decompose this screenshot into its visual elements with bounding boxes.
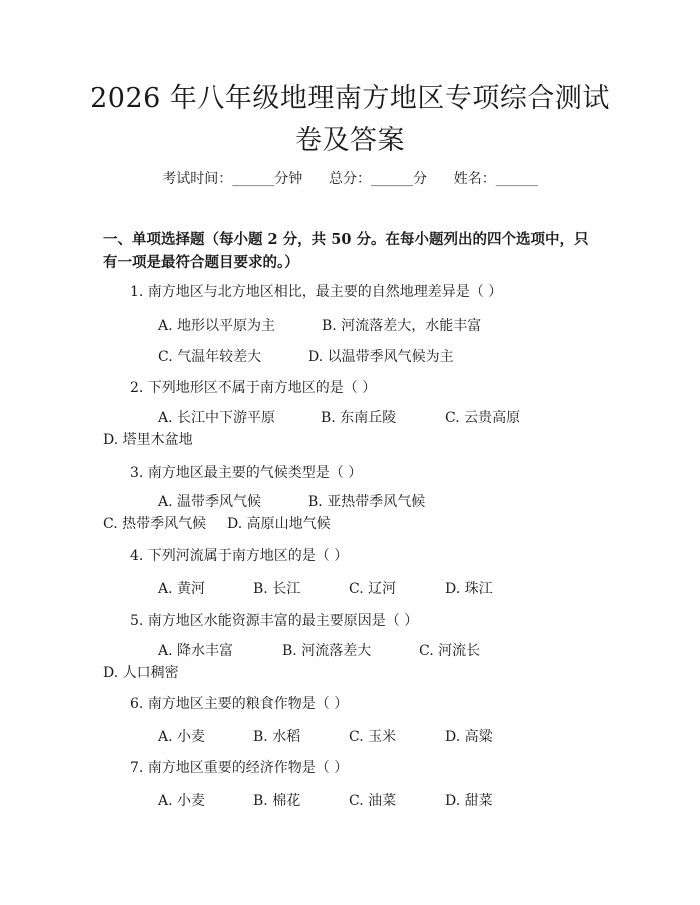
question-options-wrapped: [103, 491, 595, 535]
question-stem: 2. 下列地形区不属于南方地区的是（ ）: [130, 380, 377, 396]
option-a: A. 降水丰富: [158, 643, 234, 659]
question-stem: 6. 南方地区主要的粮食作物是（ ）: [130, 696, 349, 712]
option-d: D. 珠江: [445, 581, 493, 597]
time-unit: 分钟: [274, 171, 303, 187]
option-c: C. 河流长: [419, 643, 481, 659]
option-b: B. 亚热带季风气候: [308, 494, 426, 510]
option-a: A. 温带季风气候: [158, 494, 262, 510]
option-b: B. 长江: [253, 581, 301, 597]
question-stem: 3. 南方地区最主要的气候类型是（ ）: [130, 465, 363, 481]
option-a: A. 小麦: [158, 729, 206, 745]
option-a: A. 小麦: [158, 793, 206, 809]
option-b: B. 河流落差大，水能丰富: [322, 318, 482, 334]
question-stem: 4. 下列河流属于南方地区的是（ ）: [130, 548, 349, 564]
option-d: D. 高粱: [445, 729, 493, 745]
option-b: B. 东南丘陵: [321, 410, 397, 426]
option-b: B. 水稻: [253, 729, 301, 745]
question-stem: 1. 南方地区与北方地区相比，最主要的自然地理差异是（ ）: [130, 284, 503, 300]
score-label: 总分：: [329, 171, 371, 187]
name-blank: ______: [495, 171, 538, 187]
exam-meta-line: [0, 168, 700, 188]
question-options-wrapped: [103, 407, 595, 451]
option-a: A. 黄河: [158, 581, 206, 597]
score-blank: ______: [371, 171, 413, 187]
time-label: 考试时间：: [162, 171, 233, 187]
option-c: C. 玉米: [349, 729, 397, 745]
option-a: A. 长江中下游平原: [158, 410, 276, 426]
exam-title: 2026 年八年级地理南方地区专项综合测试卷及答案: [90, 83, 610, 156]
option-d: D. 人口稠密: [103, 665, 179, 681]
option-c: C. 云贵高原: [445, 410, 521, 426]
option-c: C. 热带季风气候: [103, 516, 207, 532]
option-b: B. 棉花: [253, 793, 301, 809]
option-a: A. 地形以平原为主: [158, 318, 276, 334]
option-d: D. 高原山地气候: [227, 516, 331, 532]
section-heading: 一、单项选择题（每小题 2 分，共 50 分。在每小题列出的四个选项中，只有一项是最符合题目要求的。）: [103, 231, 589, 271]
option-d: D. 甜菜: [445, 793, 493, 809]
option-c: C. 辽河: [349, 581, 397, 597]
option-b: B. 河流落差大: [282, 643, 372, 659]
question-options-wrapped: [103, 640, 595, 684]
question-stem: 7. 南方地区重要的经济作物是（ ）: [130, 760, 349, 776]
option-c: C. 气温年较差大: [158, 349, 262, 365]
time-blank: ______: [232, 171, 275, 187]
option-d: D. 塔里木盆地: [103, 432, 193, 448]
name-label: 姓名：: [453, 171, 496, 187]
option-c: C. 油菜: [349, 793, 397, 809]
option-d: D. 以温带季风气候为主: [308, 349, 454, 365]
score-unit: 分: [413, 171, 427, 187]
question-stem: 5. 南方地区水能资源丰富的最主要原因是（ ）: [130, 613, 419, 629]
